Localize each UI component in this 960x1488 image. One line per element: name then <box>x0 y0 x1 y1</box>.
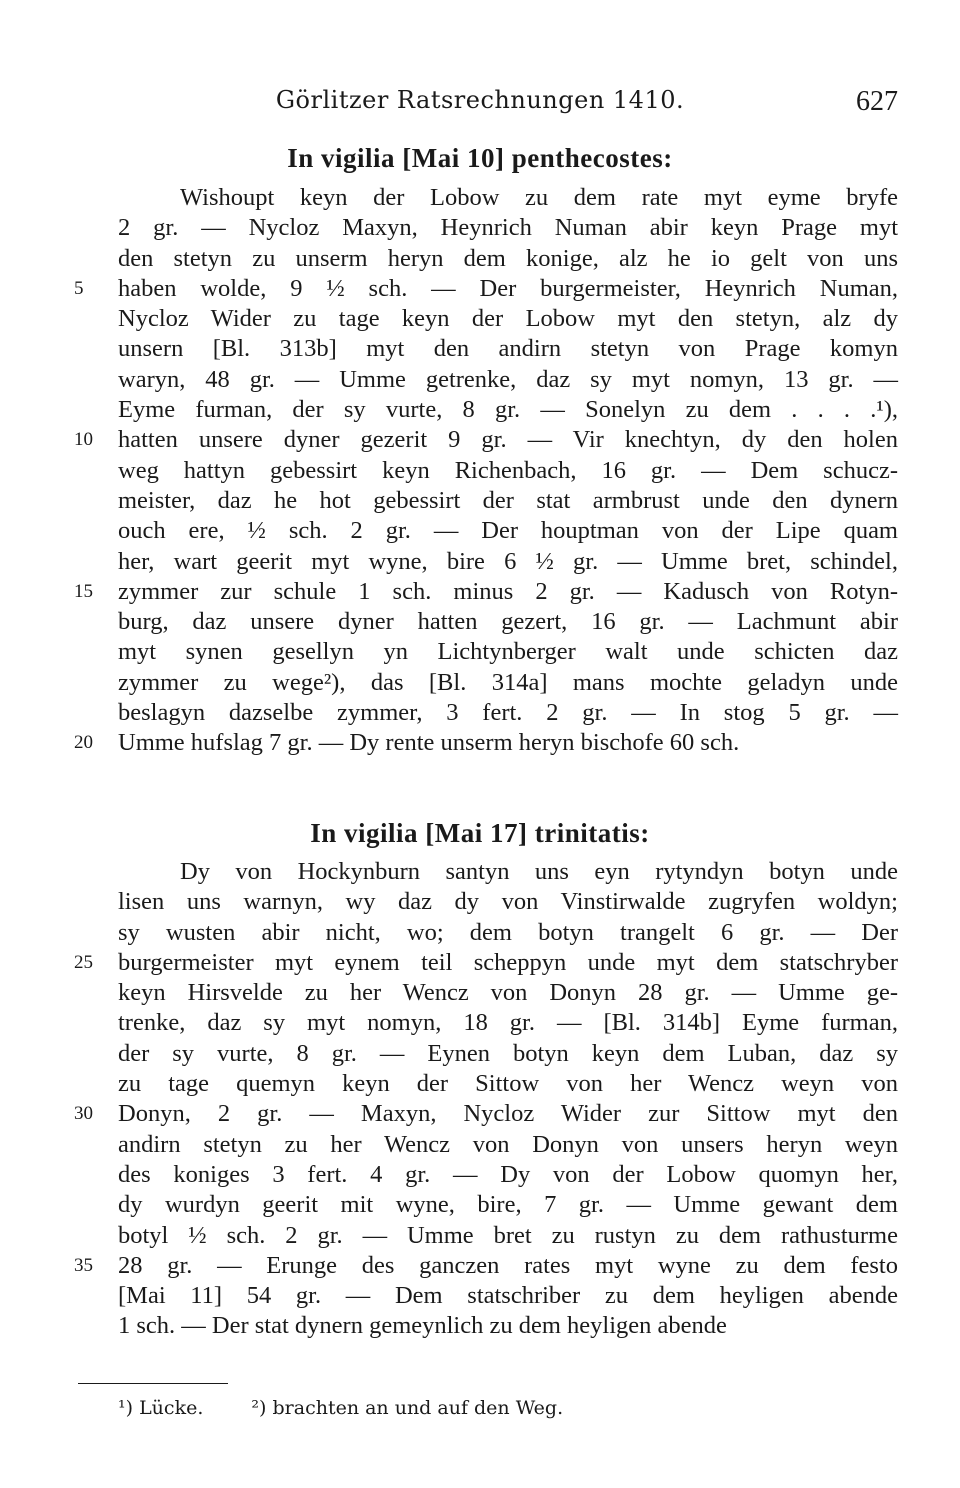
line-text: trenke, daz sy myt nomyn, 18 gr. — [Bl. 314b] Eyme furman, <box>118 1009 898 1037</box>
line-text: der sy vurte, 8 gr. — Eynen botyn keyn dem Luban, daz sy <box>118 1039 898 1067</box>
line-text: 2 gr. — Nycloz Maxyn, Heynrich Numan abir keyn Prage myt <box>118 214 898 242</box>
text-line <box>118 183 898 213</box>
text-line <box>74 1251 898 1281</box>
line-text: beslagyn dazselbe zymmer, 3 fert. 2 gr. — In stog 5 gr. — <box>118 699 898 727</box>
line-text: myt synen gesellyn yn Lichtynberger walt unde schicten daz <box>118 638 898 666</box>
text-line <box>118 1190 898 1220</box>
text-line <box>118 887 898 917</box>
line-text: burgermeister myt eynem teil scheppyn unde myt dem statschryber <box>118 948 898 976</box>
footnotes <box>118 1397 718 1419</box>
line-number: 10 <box>74 429 93 451</box>
section-body-trinitatis <box>74 857 898 1342</box>
text-line <box>118 1008 898 1038</box>
line-text: Wishoupt keyn der Lobow zu dem rate myt eyme bryfe <box>180 184 898 211</box>
line-text: 1 sch. — Der stat dynern gemeynlich zu dem heyligen abende <box>118 1312 727 1340</box>
line-text: lisen uns warnyn, wy daz dy von Vinstirwalde zugryfen woldyn; <box>118 888 898 916</box>
page-number: 627 <box>856 86 898 117</box>
line-number: 25 <box>74 951 93 973</box>
line-text: keyn Hirsvelde zu her Wencz von Donyn 28 gr. — Umme ge- <box>118 979 898 1007</box>
text-line <box>118 668 898 698</box>
line-text: unsern [Bl. 313b] myt den andirn stetyn von Prage komyn <box>118 335 898 363</box>
text-line <box>74 728 898 758</box>
text-line <box>118 334 898 364</box>
line-text: meister, daz he hot gebessirt der stat armbrust unde den dynern <box>118 486 898 514</box>
text-line <box>118 1281 898 1311</box>
line-text: andirn stetyn zu her Wencz von Donyn von unsers heryn weyn <box>118 1130 898 1158</box>
footnote-1: ¹) Lücke. <box>118 1397 204 1419</box>
line-text: Donyn, 2 gr. — Maxyn, Nycloz Wider zur Sittow myt den <box>118 1100 898 1128</box>
page-header <box>0 86 960 126</box>
footnote-rule <box>78 1383 228 1384</box>
line-text: her, wart geerit myt wyne, bire 6 ½ gr. — Umme bret, schindel, <box>118 547 898 575</box>
text-line <box>118 978 898 1008</box>
text-line <box>118 395 898 425</box>
line-text: Umme hufslag 7 gr. — Dy rente unserm heryn bischofe 60 sch. <box>118 729 740 757</box>
text-line <box>118 547 898 577</box>
text-line <box>118 1069 898 1099</box>
line-number: 30 <box>74 1103 93 1125</box>
text-line <box>74 1099 898 1129</box>
text-line <box>118 1130 898 1160</box>
line-text: burg, daz unsere dyner hatten gezert, 16 gr. — Lachmunt abir <box>118 608 898 636</box>
text-line <box>118 244 898 274</box>
line-text: 28 gr. — Erunge des ganczen rates myt wyne zu dem festo <box>118 1251 898 1279</box>
line-text: des koniges 3 fert. 4 gr. — Dy von der Lobow quomyn her, <box>118 1160 898 1188</box>
running-head: Görlitzer Ratsrechnungen 1410. <box>275 86 685 114</box>
line-text: Dy von Hockynburn santyn uns eyn rytyndyn botyn unde <box>180 858 898 885</box>
text-line <box>118 213 898 243</box>
text-line <box>118 456 898 486</box>
line-text: den stetyn zu unserm heryn dem konige, alz he io gelt von uns <box>118 244 898 272</box>
line-text: Eyme furman, der sy vurte, 8 gr. — Sonelyn zu dem . . . .¹), <box>118 396 898 424</box>
line-number: 20 <box>74 732 93 754</box>
text-line <box>118 1311 898 1341</box>
line-text: weg hattyn gebessirt keyn Richenbach, 16 gr. — Dem schucz- <box>118 456 898 484</box>
line-number: 15 <box>74 580 93 602</box>
text-line <box>118 304 898 334</box>
line-text: zymmer zur schule 1 sch. minus 2 gr. — Kadusch von Rotyn- <box>118 577 898 605</box>
line-number: 5 <box>74 277 84 299</box>
text-line <box>118 486 898 516</box>
text-line <box>118 698 898 728</box>
line-text: Nycloz Wider zu tage keyn der Lobow myt den stetyn, alz dy <box>118 305 898 333</box>
text-line <box>118 516 898 546</box>
section-heading-penthecostes: In vigilia [Mai 10] penthecostes: <box>287 143 673 173</box>
line-number: 35 <box>74 1254 93 1276</box>
line-text: hatten unsere dyner gezerit 9 gr. — Vir knechtyn, dy den holen <box>118 426 898 454</box>
line-text: zymmer zu wege²), das [Bl. 314a] mans mochte geladyn unde <box>118 668 898 696</box>
section-body-penthecostes <box>74 183 898 759</box>
line-text: dy wurdyn geerit mit wyne, bire, 7 gr. — Umme gewant dem <box>118 1191 898 1219</box>
line-text: haben wolde, 9 ½ sch. — Der burgermeister, Heynrich Numan, <box>118 274 898 302</box>
line-text: botyl ½ sch. 2 gr. — Umme bret zu rustyn zu dem rathusturme <box>118 1221 898 1249</box>
line-text: sy wusten abir nicht, wo; dem botyn trangelt 6 gr. — Der <box>118 918 898 946</box>
text-line <box>118 918 898 948</box>
text-line <box>74 948 898 978</box>
text-line <box>118 1039 898 1069</box>
text-line <box>74 577 898 607</box>
text-line <box>118 1221 898 1251</box>
section-heading-trinitatis: In vigilia [Mai 17] trinitatis: <box>310 818 650 848</box>
line-text: waryn, 48 gr. — Umme getrenke, daz sy myt nomyn, 13 gr. — <box>118 365 898 393</box>
text-line <box>74 274 898 304</box>
text-line <box>118 1160 898 1190</box>
text-line <box>118 637 898 667</box>
text-line <box>118 607 898 637</box>
text-line <box>118 857 898 887</box>
footnote-2: ²) brachten an und auf den Weg. <box>251 1397 564 1419</box>
line-text: ouch ere, ½ sch. 2 gr. — Der houptman von der Lipe quam <box>118 517 898 545</box>
line-text: [Mai 11] 54 gr. — Dem statschriber zu dem heyligen abende <box>118 1282 898 1310</box>
text-line <box>118 365 898 395</box>
line-text: zu tage quemyn keyn der Sittow von her Wencz weyn von <box>118 1070 898 1098</box>
text-line <box>74 425 898 455</box>
